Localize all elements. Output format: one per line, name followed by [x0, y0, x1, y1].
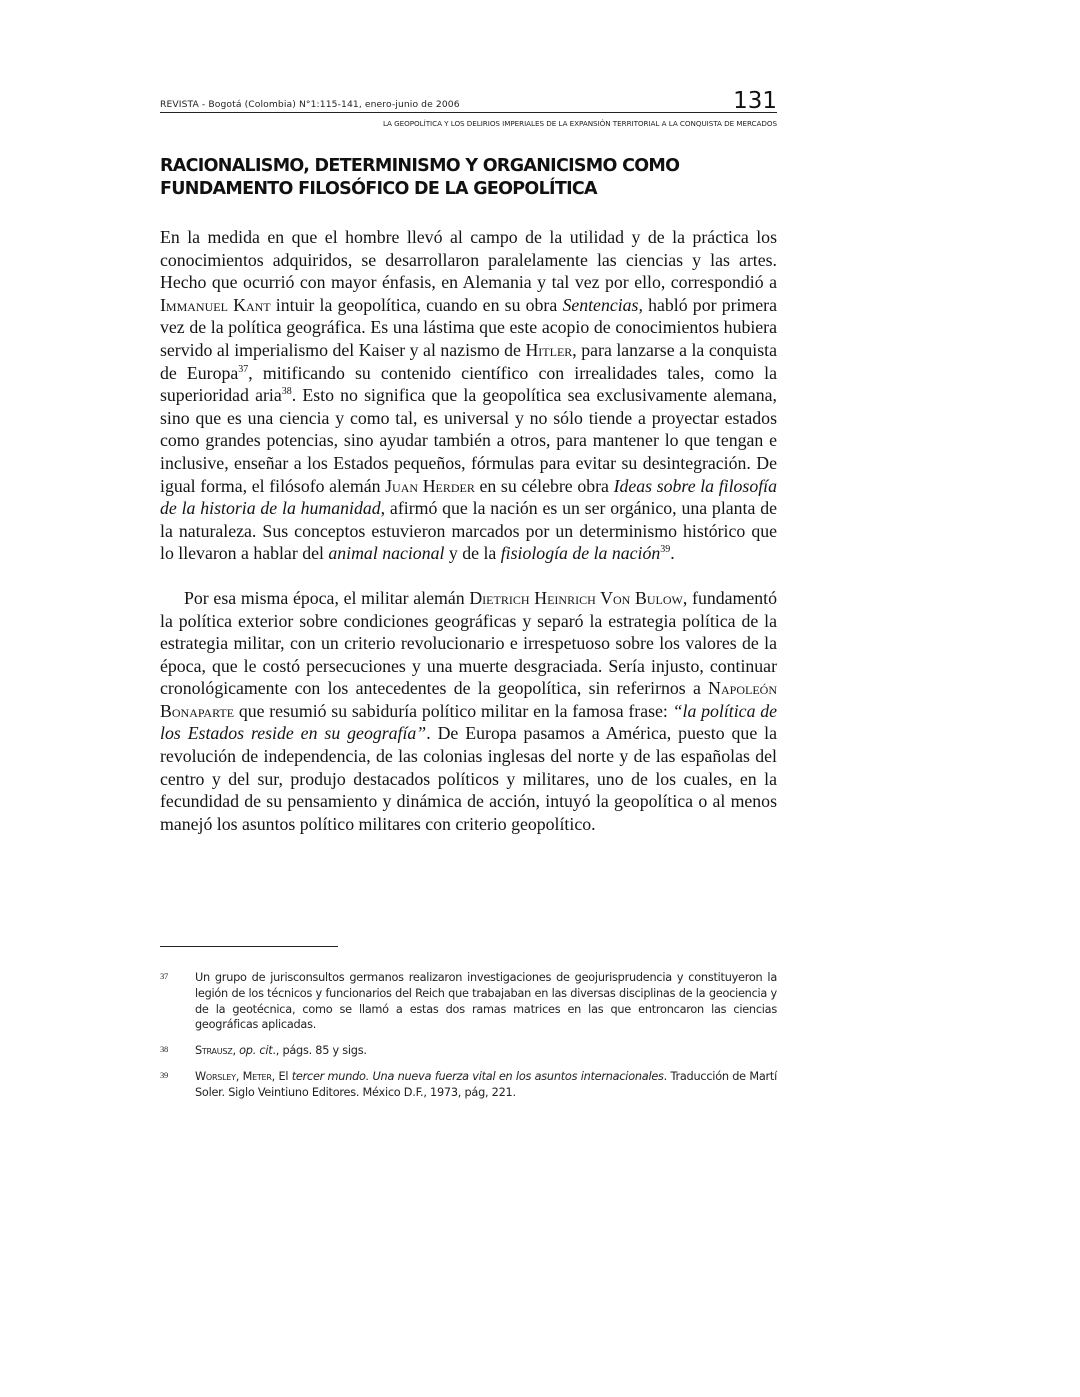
text-run: En la medida en que el hombre llevó al campo de la utilidad y de la práctica los conocimientos adquiridos, se desarrollaron paralelamente las ciencias y las artes. Hecho que ocurrió con mayor énfasis, en Alemania y tal vez por ello, correspondió a — [160, 227, 777, 293]
name-napoleon: Napoleón Bonaparte — [160, 678, 777, 721]
footnote-ref-39[interactable]: 39 — [660, 544, 671, 556]
text-run: , afirmó que la nación es un ser orgánico, una planta de la naturaleza. Sus conceptos estuvieron marcados por un determinismo histórico que lo llevaron a hablar del — [160, 498, 777, 564]
section-title-line-2: FUNDAMENTO FILOSÓFICO DE LA GEOPOLÍTICA — [160, 179, 597, 199]
text-run: en su célebre obra — [474, 475, 614, 496]
footnotes — [160, 970, 777, 1111]
text-run: . Traducción de Martí Soler. Siglo Veintiuno Editores. México D.F., 1973, pág, 221. — [195, 1069, 777, 1099]
section-title — [160, 155, 679, 201]
footnote-ref-37[interactable]: 37 — [238, 363, 249, 375]
text-run: que resumió su sabiduría político militar en la famosa frase: — [234, 700, 673, 721]
footnote-opcit: op. cit — [239, 1044, 273, 1058]
text-run: , — [232, 1044, 240, 1058]
work-ideas: Ideas sobre la filosofía de la historia de la humanidad — [160, 475, 777, 519]
text-run: y de la — [444, 543, 501, 564]
page-number: 131 — [733, 88, 777, 114]
text-run: Por esa misma época, el militar alemán — [184, 587, 470, 608]
body-text — [160, 226, 777, 835]
footnote-39 — [160, 1069, 777, 1101]
footnote-ref-38[interactable]: 38 — [281, 386, 292, 398]
name-kant: Immanuel Kant — [160, 294, 271, 315]
footnote-number: 38 — [160, 1044, 168, 1055]
text-run: , mitificando su contenido científico con irrealidades tales, como la superioridad aria — [160, 362, 778, 406]
term-animal-nacional: animal nacional — [328, 543, 445, 564]
footnote-number: 39 — [160, 1069, 168, 1080]
footnote-author: Strausz — [195, 1044, 233, 1058]
text-run: . Esto no significa que la geopolítica sea exclusivamente alemana, sino que es una ciencia y como tal, es universal y no sólo tiende a proyectar estados como grandes potencias, sino ayudar también a otros, para mantener lo que tengan e inclusive, enseñar a los Estados pequeños, fórmulas para evitar su desintegración. De igual forma, el filósofo alemán — [160, 385, 777, 496]
text-run: , para lanzarse a la conquista de Europa — [160, 339, 777, 383]
text-run: . — [670, 543, 675, 564]
running-header — [160, 88, 777, 113]
napoleon-quote: “la política de los Estados reside en su geografía” — [160, 700, 778, 744]
paragraph-1 — [160, 226, 777, 565]
paragraph-2 — [160, 587, 777, 836]
text-run: , fundamentó la política exterior sobre condiciones geográficas y separó la estrategia política de la estrategia militar, con un criterio revolucionario e irrespetuoso sobre los valores de la época, que le costó persecuciones y una muerte desgraciada. Sería injusto, continuar cronológicamente con los antecedentes de la geopolítica, sin referirnos a — [160, 587, 777, 699]
footnote-text: Un grupo de jurisconsultos germanos realizaron investigaciones de geojurisprudencia y constituyeron la legión de los técnicos y funcionarios del Reich que trabajaban en las diversas disciplinas de la geociencia y de la geotécnica, como se llamó a estas dos ramas matrices en las que entroncaron las ciencias geográficas aplicadas. — [195, 971, 777, 1032]
footnote-divider — [160, 946, 338, 947]
footnote-number: 37 — [160, 971, 168, 981]
footnote-author: Worsley, Meter — [195, 1069, 272, 1083]
name-bulow: Dietrich Heinrich Von Bulow — [469, 587, 683, 608]
name-hitler: Hitler — [525, 339, 573, 360]
footnote-37 — [160, 970, 777, 1033]
text-run: ., págs. 85 y sigs. — [272, 1044, 367, 1058]
work-sentencias: Sentencias, — [562, 294, 643, 315]
text-run: . De Europa pasamos a América, puesto que la revolución de independencia, de las colonias inglesas del norte y de las españolas del centro y del sur, produjo destacados políticos y militares, uno de los cuales, en la fecundidad de su pensamiento y dinámica de acción, intuyó la geopolítica o al menos manejó los asuntos político militares con criterio geopolítico. — [160, 723, 777, 834]
footnote-work-title: tercer mundo. Una nueva fuerza vital en los asuntos internacionales — [291, 1069, 664, 1083]
term-fisiologia: fisiología de la nación — [500, 543, 661, 564]
journal-reference: REVISTA - Bogotá (Colombia) N°1:115-141, enero-junio de 2006 — [160, 99, 460, 110]
section-title-line-1: RACIONALISMO, DETERMINISMO Y ORGANICISMO COMO — [160, 156, 680, 176]
text-run: habló por primera vez de la política geográfica. Es una lástima que este acopio de conocimientos hubiera servido al imperialismo del Kaiser y al nazismo de — [160, 294, 777, 360]
text-run: intuir la geopolítica, cuando en su obra — [270, 294, 563, 315]
footnote-38 — [160, 1043, 777, 1059]
name-herder: Juan Herder — [385, 475, 475, 496]
article-running-title: LA GEOPOLÍTICA Y LOS DELIRIOS IMPERIALES DE LA EXPANSIÓN TERRITORIAL A LA CONQUISTA DE MERCADOS — [382, 119, 777, 128]
text-run: , El — [271, 1069, 292, 1083]
